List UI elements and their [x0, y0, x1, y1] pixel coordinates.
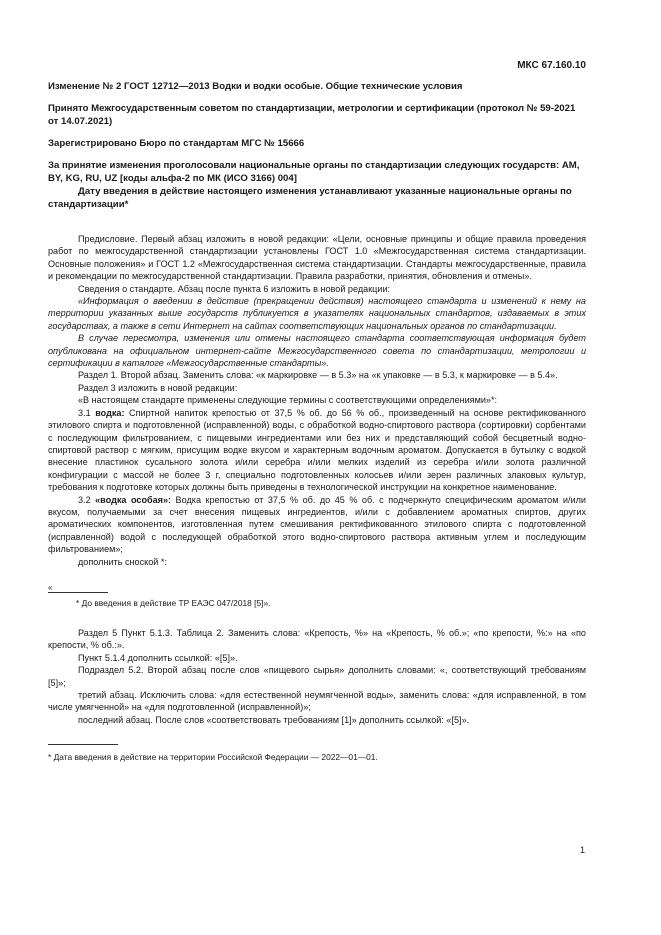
paragraph-section1: Раздел 1. Второй абзац. Заменить слова: «к маркировке — в 5.3» на «к упаковке — в 5.3, к маркировке — в 5.4».: [78, 370, 558, 381]
inner-footnote-rule: [48, 592, 108, 593]
paragraph-standard-info: Сведения о стандарте. Абзац после пункта 6 изложить в новой редакции:: [78, 283, 391, 294]
adopted-statement: Принято Межгосударственным советом по стандартизации, метрологии и сертификации (протокол № 59-2021 от 14.07.2021): [48, 103, 576, 127]
term-number: 3.2: [78, 494, 96, 505]
amendment-title: Изменение № 2 ГОСТ 12712—2013 Водки и водки особые. Общие технические условия: [48, 81, 463, 92]
effective-date-statement: Дату введения в действие настоящего изменения устанавливают указанные национальные органы по стандартизации*: [48, 186, 572, 210]
term-label: водка:: [95, 407, 125, 418]
paragraph-terms-intro: «В настоящем стандарте применены следующие термины с соответствующими определениями»*:: [78, 395, 498, 406]
paragraph-info-quote: «Информация о введении в действие (прекращении действия) настоящего стандарта и изменений к нему на территории указанных выше государств публикуется в указателях национальных стандартов, издаваемых в этих государствах, а также в сети Интернет на сайтах соответствующих национальных органов по стандартизации.: [48, 296, 586, 331]
term-definition: Спиртной напиток крепостью от 37,5 % об. до 56 % об., произведенный на основе ректификованного этилового спирта и подготовленной (исправленной) воды, с обработкой водно-спиртового раствора (сортировки) сорбентами с последующим фильтрованием, с пищевыми ингредиентами или без них и представляющий собой бесцветный водно-спиртовой раствор с мягким, присущим водке вкусом и характерным водочным ароматом. Допускается в бутылку с водкой внесение пластинок сусального золота и/или серебра и/или мелких изделий из серебра и/или золота различной конфигурации с массой не более 3 г, специально подготовленных колосьев и/или зерен различных злаковых культур, требования к подготовке которых должны быть приведены в технологической инструкции на конкретное наименование.: [48, 407, 586, 493]
term-vodka: [48, 407, 586, 494]
document-page: [48, 58, 586, 763]
inner-footnote: * До введения в действие ТР ЕАЭС 047/2018 [5]».: [76, 597, 271, 608]
paragraph-third: третий абзац. Исключить слова: «для естественной неумягченной воды», заменить слова: «для исправленной, в том числе умягченной» на «для подготовленной (исправленной)»;: [48, 690, 586, 713]
inner-footnote-mark: «: [48, 582, 53, 592]
paragraph-last: последний абзац. После слов «соответствовать требованиям [1]» дополнить ссылкой: «[5]».: [78, 714, 470, 725]
footnote-rule: [48, 744, 118, 745]
page-number: 1: [579, 845, 585, 855]
term-number: 3.1: [78, 407, 96, 418]
paragraph-add-footnote: дополнить сноской *:: [78, 556, 167, 567]
page-footnote: * Дата введения в действие на территории Российской Федерации — 2022—01—01.: [48, 752, 378, 763]
paragraph-preface: Предисловие. Первый абзац изложить в новой редакции: «Цели, основные принципы и общие правила проведения работ по межгосударственной стандартизации установлены ГОСТ 1.0 «Межгосударственная система стандартизации. Основные положения» и ГОСТ 1.2 «Межгосударственная система стандартизации. Стандарты межгосударственные, правила и рекомендации по межгосударственной стандартизации. Правила разработки, принятия, обновления и отмены».: [48, 234, 586, 282]
paragraph-section5: Раздел 5 Пункт 5.1.3. Таблица 2. Заменить слова: «Крепость, %» на «Крепость, % об.»; «по крепости, %:» на «по крепости, % об.:».: [48, 627, 586, 651]
voting-statement: За принятие изменения проголосовали национальные органы по стандартизации следующих государств: AM, BY, KG, RU, UZ [коды альфа-2 по МК (ИСО 3166) 004]: [48, 160, 580, 184]
term-definition: Водка крепостью от 37,5 % об. до 45 % об. с подчеркнуто специфическим ароматом и/или вкусом, получаемыми за счет внесения пищевых ингредиентов, и/или с добавлением ароматных спиртов, других ароматических компонентов, изготовленная путем смешивания ректификованного этилового спирта с подготовленной (исправленной) водой с последующей обработкой этого водно-спиртового раствора активным углем и последующим фильтрованием»;: [48, 494, 587, 555]
registration-statement: Зарегистрировано Бюро по стандартам МГС № 15666: [48, 138, 305, 149]
term-special-vodka: [48, 494, 586, 556]
paragraph-revision-quote: В случае пересмотра, изменения или отмены настоящего стандарта соответствующая информация будет опубликована на официальном интернет-сайте Межгосударственного совета по стандартизации, метрологии и сертификации в каталоге «Межгосударственные стандарты».: [48, 333, 586, 369]
paragraph-section3: Раздел 3 изложить в новой редакции:: [78, 382, 238, 393]
paragraph-clause-514: Пункт 5.1.4 дополнить ссылкой: «[5]».: [78, 652, 238, 663]
term-label: «водка особая»:: [95, 494, 172, 505]
paragraph-subsection52: Подраздел 5.2. Второй абзац после слов «пищевого сырья» дополнить словами: «, соответствующий требованиям [5]»;: [48, 665, 586, 688]
classification-code: МКС 67.160.10: [517, 60, 586, 71]
